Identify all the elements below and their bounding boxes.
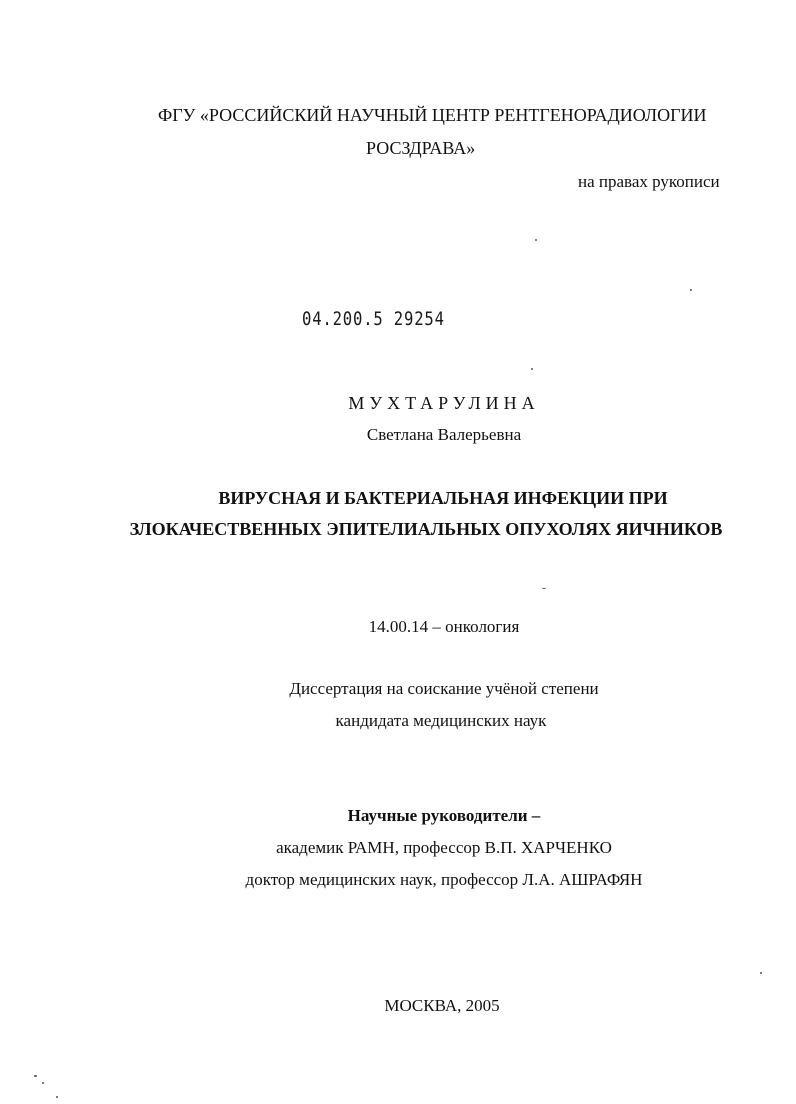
registration-stamp: 04.200.5 29254 (302, 308, 445, 330)
scan-speck (760, 972, 762, 974)
scan-speck (690, 289, 692, 291)
dissertation-title-line1: ВИРУСНАЯ И БАКТЕРИАЛЬНАЯ ИНФЕКЦИИ ПРИ (218, 488, 668, 508)
supervisor-1: академик РАМН, профессор В.П. ХАРЧЕНКО (276, 838, 612, 857)
specialty-code: 14.00.14 – онкология (368, 617, 520, 636)
degree-line1: Диссертация на соискание учёной степени (289, 679, 599, 698)
author-given-names: Светлана Валерьевна (366, 425, 522, 444)
scan-speck (535, 239, 537, 241)
manuscript-note: на правах рукописи (578, 172, 720, 191)
institution-name-line2: РОСЗДРАВА» (366, 138, 476, 158)
city-year: МОСКВА, 2005 (384, 996, 500, 1015)
dissertation-title-line2: ЗЛОКАЧЕСТВЕННЫХ ЭПИТЕЛИАЛЬНЫХ ОПУХОЛЯХ ЯИЧНИКОВ (129, 519, 723, 539)
supervisor-2: доктор медицинских наук, профессор Л.А. АШРАФЯН (245, 870, 643, 889)
institution-name-line1: ФГУ «РОССИЙСКИЙ НАУЧНЫЙ ЦЕНТР РЕНТГЕНОРАДИОЛОГИИ (158, 105, 707, 125)
degree-line2: кандидата медицинских наук (335, 711, 547, 730)
scan-speck (531, 368, 533, 370)
scan-speck (42, 1082, 44, 1084)
scan-speck (34, 1075, 37, 1077)
author-surname: МУХТАРУЛИНА (348, 393, 540, 413)
supervisors-heading: Научные руководители – (347, 806, 541, 825)
scan-speck (56, 1096, 58, 1098)
scan-speck (542, 588, 546, 589)
